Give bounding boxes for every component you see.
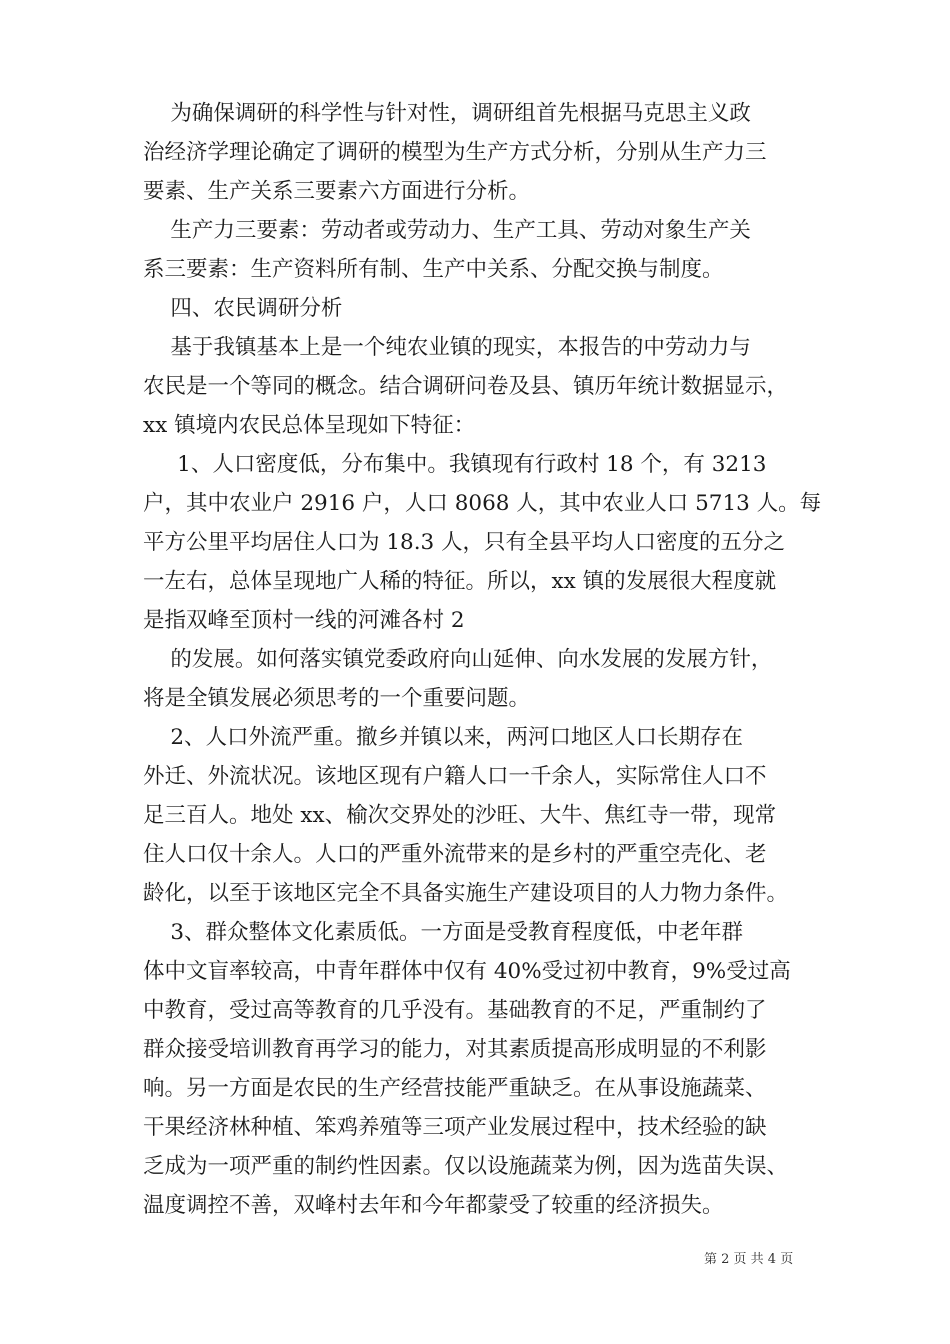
text-line: 农民是一个等同的概念。结合调研问卷及县、镇历年统计数据显示，	[143, 374, 789, 399]
text-line: 要素、生产关系三要素六方面进行分析。	[143, 179, 531, 204]
text-line: 1、人口密度低，分布集中。我镇现有行政村 18 个，有 3213	[143, 452, 767, 477]
text-line: 治经济学理论确定了调研的模型为生产方式分析，分别从生产力三	[143, 140, 767, 165]
text-line: 乏成为一项严重的制约性因素。仅以设施蔬菜为例，因为选苗失误、	[143, 1154, 789, 1179]
text-line: 群众接受培训教育再学习的能力，对其素质提高形成明显的不利影	[143, 1037, 767, 1062]
text-line: 温度调控不善，双峰村去年和今年都蒙受了较重的经济损失。	[143, 1193, 724, 1218]
text-line: 的发展。如何落实镇党委政府向山延伸、向水发展的发展方针，	[143, 647, 773, 672]
text-line: 中教育，受过高等教育的几乎没有。基础教育的不足，严重制约了	[143, 998, 767, 1023]
text-line: 为确保调研的科学性与针对性，调研组首先根据马克思主义政	[143, 101, 751, 126]
text-line: 一左右，总体呈现地广人稀的特征。所以，xx 镇的发展很大程度就	[143, 569, 777, 594]
text-line: 外迁、外流状况。该地区现有户籍人口一千余人，实际常住人口不	[143, 764, 767, 789]
text-line: xx 镇境内农民总体呈现如下特征：	[143, 413, 476, 438]
page-number-footer: 第 2 页 共 4 页	[704, 1252, 794, 1267]
section-heading: 四、农民调研分析	[143, 296, 343, 321]
text-line: 足三百人。地处 xx、榆次交界处的沙旺、大牛、焦红寺一带，现常	[143, 803, 777, 828]
text-line: 系三要素：生产资料所有制、生产中关系、分配交换与制度。	[143, 257, 724, 282]
text-line: 住人口仅十余人。人口的严重外流带来的是乡村的严重空壳化、老	[143, 842, 767, 867]
text-line: 将是全镇发展必须思考的一个重要问题。	[143, 686, 531, 711]
text-line: 生产力三要素：劳动者或劳动力、生产工具、劳动对象生产关	[143, 218, 751, 243]
text-line: 体中文盲率较高，中青年群体中仅有 40%受过初中教育，9%受过高	[143, 959, 791, 984]
text-line: 平方公里平均居住人口为 18.3 人，只有全县平均人口密度的五分之	[143, 530, 786, 555]
text-line: 2、人口外流严重。撤乡并镇以来，两河口地区人口长期存在	[143, 725, 744, 750]
text-line: 是指双峰至顶村一线的河滩各村 2	[143, 608, 465, 633]
text-line: 3、群众整体文化素质低。一方面是受教育程度低，中老年群	[143, 920, 744, 945]
text-line: 户，其中农业户 2916 户，人口 8068 人，其中农业人口 5713 人。每	[143, 491, 822, 516]
text-line: 响。另一方面是农民的生产经营技能严重缺乏。在从事设施蔬菜、	[143, 1076, 767, 1101]
text-line: 龄化，以至于该地区完全不具备实施生产建设项目的人力物力条件。	[143, 881, 789, 906]
text-line: 基于我镇基本上是一个纯农业镇的现实，本报告的中劳动力与	[143, 335, 751, 360]
text-line: 干果经济林种植、笨鸡养殖等三项产业发展过程中，技术经验的缺	[143, 1115, 767, 1140]
